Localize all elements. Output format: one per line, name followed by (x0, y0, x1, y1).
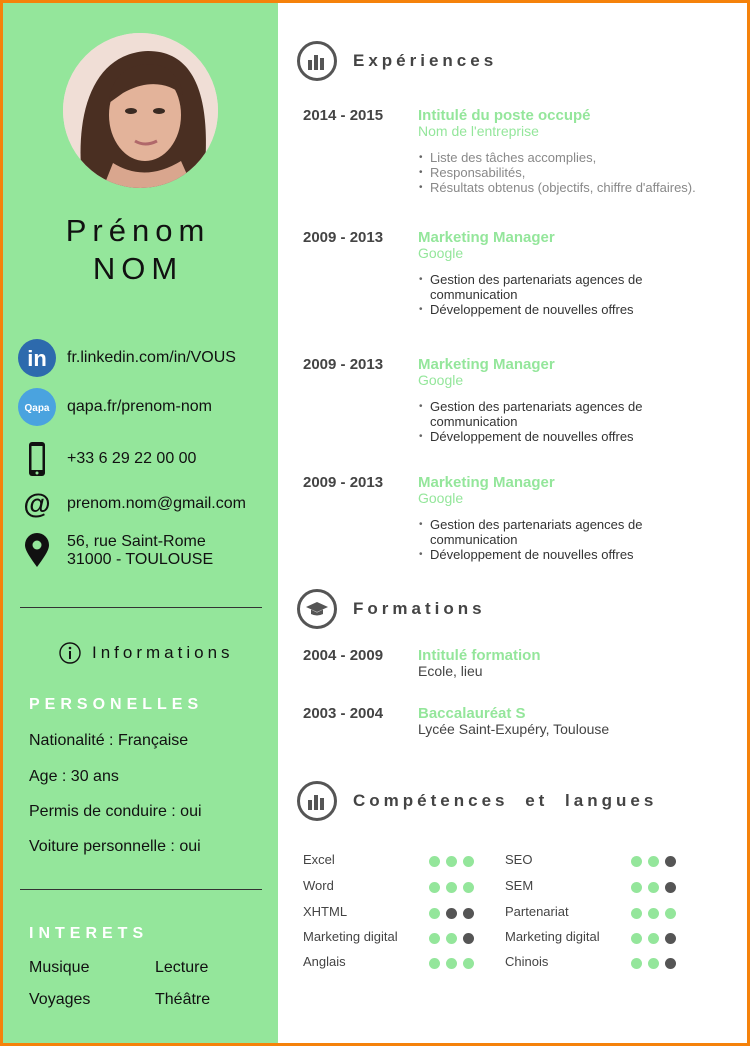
info-item: Permis de conduire : oui (29, 803, 202, 820)
chart-icon (297, 41, 337, 81)
skill-name: SEO (505, 852, 533, 867)
bullet-item: • Gestion des partenariats agences de (418, 517, 642, 532)
level-dot (446, 856, 457, 867)
linkedin-url[interactable]: fr.linkedin.com/in/VOUS (67, 349, 236, 366)
experience-title: Intitulé du poste occupé (418, 107, 591, 124)
bullet-item: communication (430, 414, 518, 429)
address-line-2: 31000 - TOULOUSE (67, 551, 214, 568)
level-dot (463, 908, 474, 919)
formation-title: Intitulé formation (418, 647, 541, 664)
experience-date: 2009 - 2013 (303, 356, 384, 373)
formation-title: Baccalauréat S (418, 705, 526, 722)
skill-name: Excel (303, 852, 335, 867)
experience-title: Marketing Manager (418, 229, 555, 246)
level-dot (648, 856, 659, 867)
skill-name: XHTML (303, 904, 348, 919)
level-dot (446, 908, 457, 919)
bullet-item: • Responsabilités, (418, 165, 696, 180)
bullet-item: communication (430, 287, 518, 302)
skill-level (631, 933, 676, 944)
formations-heading (297, 589, 486, 629)
experience-title: Marketing Manager (418, 356, 555, 373)
personelles-title: PERSONELLES (29, 696, 204, 713)
linkedin-icon (17, 338, 57, 378)
level-dot (631, 856, 642, 867)
bullet-item: • Gestion des partenariats agences de (418, 399, 642, 414)
first-name: Prénom (65, 213, 211, 248)
level-dot (648, 933, 659, 944)
info-item: Voiture personnelle : oui (29, 838, 201, 855)
svg-text:in: in (27, 346, 47, 371)
experience-title: Marketing Manager (418, 474, 555, 491)
experience-date: 2009 - 2013 (303, 474, 384, 491)
formation-date: 2003 - 2004 (303, 705, 384, 722)
interest-item: Voyages (29, 991, 91, 1008)
skill-level (429, 856, 474, 867)
formation-place: Ecole, lieu (418, 663, 483, 679)
divider (20, 607, 262, 608)
bullet-item: • Développement de nouvelles offres (418, 429, 642, 444)
level-dot (429, 933, 440, 944)
address-line-1: 56, rue Saint-Rome (67, 533, 206, 550)
skill-level (631, 908, 676, 919)
interets-title: INTERETS (29, 925, 149, 942)
level-dot (429, 856, 440, 867)
experiences-title: Expériences (353, 51, 498, 70)
formation-place: Lycée Saint-Exupéry, Toulouse (418, 721, 610, 737)
bullet-item: • Développement de nouvelles offres (418, 547, 642, 562)
info-icon (58, 641, 82, 665)
skill-name: Partenariat (505, 904, 569, 919)
phone-icon (17, 439, 57, 479)
contact-email[interactable] (17, 484, 277, 524)
interest-item: Théâtre (155, 991, 211, 1008)
contact-address (17, 531, 277, 571)
level-dot (648, 958, 659, 969)
interest-item: Lecture (155, 959, 209, 976)
level-dot (631, 958, 642, 969)
experience-bullets (418, 150, 696, 195)
contact-qapa[interactable] (17, 387, 277, 427)
level-dot (665, 933, 676, 944)
skill-name: Marketing digital (303, 929, 398, 944)
experience-company: Google (418, 372, 464, 388)
level-dot (665, 908, 676, 919)
svg-text:Qapa: Qapa (24, 403, 50, 414)
interest-item: Musique (29, 959, 90, 976)
level-dot (665, 856, 676, 867)
competences-heading (297, 781, 657, 821)
bullet-item: • Liste des tâches accomplies, (418, 150, 696, 165)
main-content (278, 3, 747, 1043)
skill-level (429, 958, 474, 969)
level-dot (429, 908, 440, 919)
level-dot (631, 882, 642, 893)
level-dot (446, 882, 457, 893)
email-address[interactable]: prenom.nom@gmail.com (67, 495, 246, 512)
graduation-cap-icon (297, 589, 337, 629)
profile-photo (63, 33, 218, 188)
experience-date: 2014 - 2015 (303, 107, 384, 124)
level-dot (429, 882, 440, 893)
experience-company: Google (418, 490, 464, 506)
contact-linkedin[interactable] (17, 338, 277, 378)
skill-level (631, 882, 676, 893)
bullet-item: • Développement de nouvelles offres (418, 302, 642, 317)
skill-level (429, 933, 474, 944)
level-dot (648, 882, 659, 893)
level-dot (665, 958, 676, 969)
chart-icon (297, 781, 337, 821)
skill-level (429, 908, 474, 919)
skill-level (631, 958, 676, 969)
level-dot (631, 908, 642, 919)
level-dot (463, 933, 474, 944)
experience-bullets (418, 272, 642, 317)
last-name: NOM (92, 251, 184, 286)
skill-name: Chinois (505, 954, 549, 969)
info-item: Age : 30 ans (29, 768, 119, 785)
experience-date: 2009 - 2013 (303, 229, 384, 246)
bullet-item: communication (430, 532, 518, 547)
skill-name: Anglais (303, 954, 346, 969)
bullet-item: • Gestion des partenariats agences de (418, 272, 642, 287)
competences-title: Compétences et langues (353, 791, 658, 810)
level-dot (665, 882, 676, 893)
level-dot (463, 958, 474, 969)
level-dot (463, 882, 474, 893)
skill-name: Word (303, 878, 334, 893)
experience-company: Nom de l'entreprise (418, 123, 539, 139)
bullet-item: • Résultats obtenus (objectifs, chiffre d'affaires). (418, 180, 696, 195)
divider (20, 889, 262, 890)
experience-bullets (418, 517, 642, 562)
level-dot (463, 856, 474, 867)
qapa-url[interactable]: qapa.fr/prenom-nom (67, 398, 212, 415)
level-dot (429, 958, 440, 969)
level-dot (631, 933, 642, 944)
formation-date: 2004 - 2009 (303, 647, 384, 664)
qapa-icon (17, 387, 57, 427)
address (67, 533, 213, 569)
level-dot (446, 933, 457, 944)
contact-phone (17, 439, 277, 479)
skill-level (631, 856, 676, 867)
location-pin-icon (17, 531, 57, 571)
level-dot (648, 908, 659, 919)
sidebar (3, 3, 278, 1043)
skill-level (429, 882, 474, 893)
level-dot (446, 958, 457, 969)
skill-name: SEM (505, 878, 534, 893)
informations-heading (58, 641, 234, 665)
experience-bullets (418, 399, 642, 444)
phone-number: +33 6 29 22 00 00 (67, 450, 197, 467)
experience-company: Google (418, 245, 464, 261)
informations-title: Informations (92, 643, 234, 662)
formations-title: Formations (353, 599, 486, 618)
experiences-heading (297, 41, 497, 81)
info-item: Nationalité : Française (29, 732, 189, 749)
at-icon: @ (23, 488, 51, 519)
skill-name: Marketing digital (505, 929, 600, 944)
